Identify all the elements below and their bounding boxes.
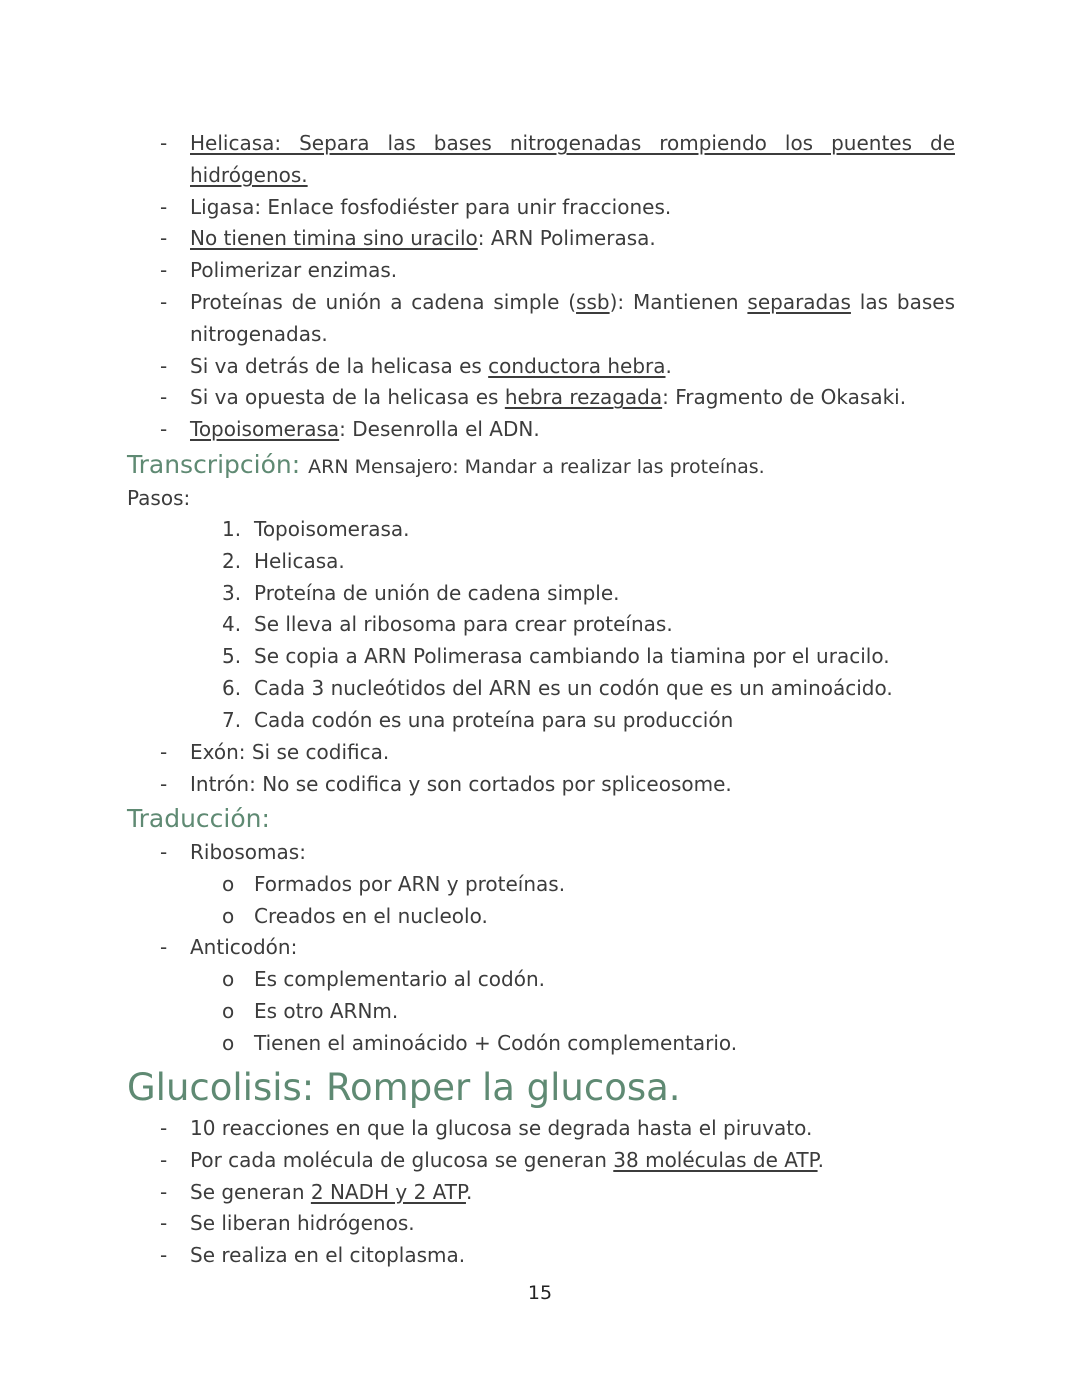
nadh-pre: Se generan: [190, 1179, 311, 1204]
step-item: [222, 609, 982, 641]
list-item-uracilo: [160, 223, 955, 255]
uracilo-underlined: No tienen timina sino uracilo: [190, 226, 478, 251]
ligasa-text: Ligasa: Enlace fosfodiéster para unir fracciones.: [190, 194, 672, 219]
transcripcion-subtitle: ARN Mensajero: Mandar a realizar las proteínas.: [308, 456, 765, 478]
list-item-polimerizar: [160, 255, 955, 287]
anticodon-label: Anticodón:: [190, 935, 298, 960]
step-number: 5.: [222, 644, 242, 669]
step-text: Topoisomerasa.: [254, 517, 410, 541]
step-text: Cada 3 nucleótidos del ARN es un codón que es un aminoácido.: [254, 675, 893, 700]
ribosomas-label: Ribosomas:: [190, 840, 306, 864]
list-item-anticodon: [160, 932, 955, 1059]
pasos-label: Pasos:: [127, 486, 191, 510]
transcripcion-heading: [127, 449, 765, 483]
list-item-ssb: [160, 287, 955, 351]
step-item: [222, 514, 982, 546]
step-text: Se copia a ARN Polimerasa cambiando la tiamina por el uracilo.: [254, 644, 890, 669]
anticodon-sublist: [222, 964, 955, 1059]
sub-list-item: o Es otro ARNm.: [222, 996, 955, 1028]
traduccion-heading: Traducción:: [127, 804, 270, 833]
atp-post: .: [817, 1147, 824, 1172]
helicasa-text: Helicasa: Separa las bases nitrogenadas rompiendo los puentes de hidrógenos.: [190, 131, 955, 187]
list-item-hidrogenos: - Se liberan hidrógenos.: [160, 1208, 955, 1240]
page-number: 15: [527, 1282, 553, 1304]
list-item-exon: - Exón: Si se codifica.: [160, 737, 955, 769]
step-item: [222, 673, 982, 705]
ssb-underlined: ssb: [576, 289, 610, 314]
step-item: [222, 578, 982, 610]
replication-list: [160, 128, 955, 446]
list-item-nadh: [160, 1177, 955, 1209]
list-item-conductora: [160, 351, 955, 383]
traduccion-list: [160, 837, 955, 1060]
nadh-post: .: [465, 1179, 473, 1204]
step-item: [222, 546, 982, 578]
conductora-underlined: conductora hebra: [488, 353, 666, 378]
rezagada-underlined: hebra rezagada: [504, 385, 663, 410]
polimerizar-text: Polimerizar enzimas.: [190, 258, 398, 283]
rezagada-post: : Fragmento de Okasaki.: [662, 385, 907, 410]
ribosomas-sublist: [222, 869, 955, 933]
sub-list-item: o Formados por ARN y proteínas.: [222, 869, 955, 901]
step-number: 6.: [222, 675, 242, 700]
step-number: 4.: [222, 612, 242, 637]
step-text: Se lleva al ribosoma para crear proteínas.: [254, 612, 673, 637]
step-text: Helicasa.: [254, 548, 345, 573]
separadas-underlined: separadas: [747, 289, 851, 314]
step-text: Cada codón es una proteína para su producción: [254, 707, 734, 732]
list-item-helicasa: [160, 128, 955, 192]
step-number: 1.: [222, 517, 242, 541]
list-item-intron: - Intrón: No se codifica y son cortados por spliceosome.: [160, 769, 955, 801]
step-number: 7.: [222, 707, 242, 732]
step-number: 3.: [222, 580, 242, 605]
atp-underlined: 38 moléculas de ATP: [613, 1147, 818, 1172]
list-item-atp: [160, 1145, 955, 1177]
transcripcion-steps: [222, 514, 982, 737]
atp-pre: Por cada molécula de glucosa se generan: [190, 1147, 614, 1172]
step-item: [222, 641, 982, 673]
ssb-pre: Proteínas de unión a cadena simple (: [190, 289, 577, 314]
ssb-post: las bases nitrogenadas.: [190, 289, 955, 346]
step-item: [222, 705, 982, 737]
sub-list-item: o Creados en el nucleolo.: [222, 901, 955, 933]
ssb-mid: ): Mantienen: [609, 289, 748, 314]
step-text: Proteína de unión de cadena simple.: [254, 580, 620, 605]
list-item-ribosomas: [160, 837, 955, 932]
step-number: 2.: [222, 548, 242, 573]
sub-list-item: o Es complementario al codón.: [222, 964, 955, 996]
nadh-underlined: 2 NADH y 2 ATP: [310, 1179, 466, 1204]
exon-intron-list: [160, 737, 955, 801]
glucolisis-title: Glucolisis: Romper la glucosa.: [127, 1066, 681, 1109]
topoisomerasa-rest: : Desenrolla el ADN.: [339, 417, 540, 442]
list-item-reacciones: - 10 reacciones en que la glucosa se degrada hasta el piruvato.: [160, 1113, 955, 1145]
conductora-pre: Si va detrás de la helicasa es: [190, 353, 489, 378]
list-item-topoisomerasa: [160, 414, 955, 446]
sub-list-item: o Tienen el aminoácido + Codón complementario.: [222, 1028, 955, 1060]
glucolisis-list: [160, 1113, 955, 1272]
list-item-rezagada: [160, 382, 955, 414]
topoisomerasa-underlined: Topoisomerasa: [190, 417, 340, 442]
rezagada-pre: Si va opuesta de la helicasa es: [190, 385, 505, 410]
conductora-post: .: [665, 353, 672, 378]
transcripcion-title: Transcripción:: [127, 450, 301, 479]
list-item-citoplasma: - Se realiza en el citoplasma.: [160, 1240, 955, 1272]
list-item-ligasa: [160, 192, 955, 224]
uracilo-rest: : ARN Polimerasa.: [477, 226, 656, 251]
